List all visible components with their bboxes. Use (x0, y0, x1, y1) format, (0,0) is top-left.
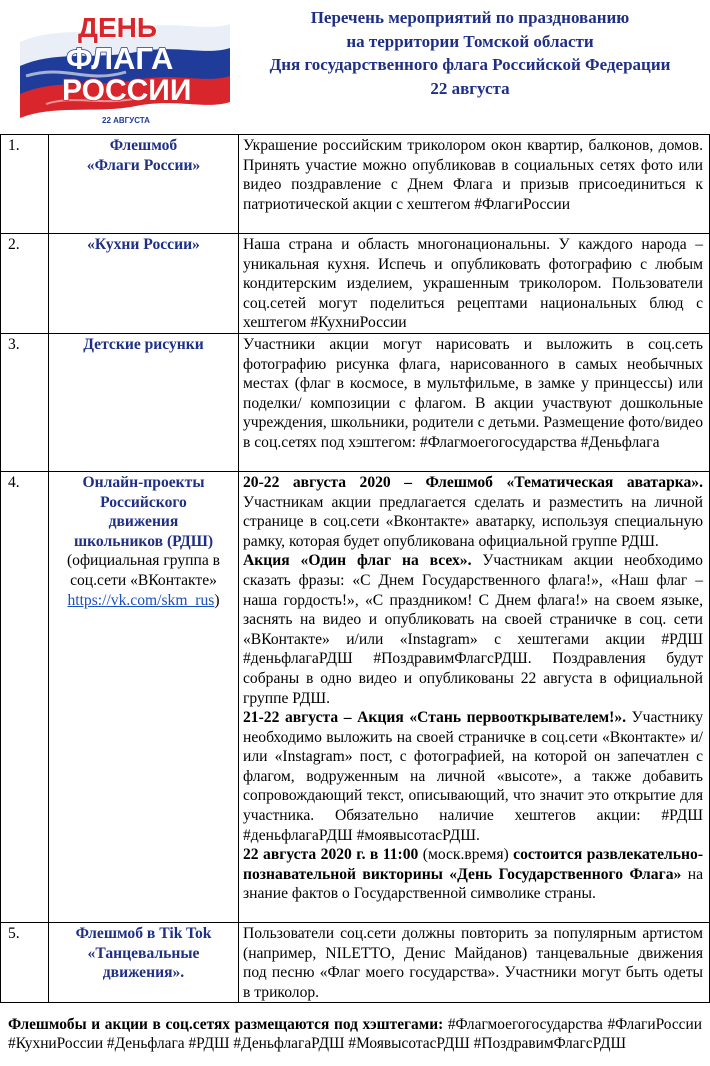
event-title-line: Онлайн-проекты (82, 473, 205, 491)
event-title (49, 922, 239, 1002)
event-title-line: «Кухни России» (87, 236, 200, 253)
table-row (1, 471, 710, 922)
logo-line1: ДЕНЬ (78, 12, 157, 43)
event-description: Украшение российским триколором окон квартир, балконов, домов. Принять участие можно опубликовав в социальных сетях фото или видео поздравление с Днем Флага и призыв присоединиться к патриотической акции с хештегом #ФлагиРоссии (239, 135, 710, 234)
logo-line2: ФЛАГА (66, 41, 174, 76)
closing-paren: ) (214, 591, 220, 609)
event-title (49, 135, 239, 234)
paragraph-heading: состоится развлекательно-познавательной викторины «День Государственного Флага» (243, 846, 704, 883)
event-title-note: (официальная группа в (66, 552, 221, 570)
title-line: Перечень мероприятий по празднованию (310, 8, 630, 27)
row-number: 4. (1, 471, 49, 922)
row-number: 1. (1, 135, 49, 234)
title-line: 22 августа (430, 78, 510, 98)
table-row (1, 135, 710, 234)
table-row (1, 922, 710, 1002)
paragraph-text: на знание фактов о Государственной символике страны. (243, 865, 703, 903)
row-number: 3. (1, 333, 49, 471)
footer-hashtags: #Флагмоегогосударства #ФлагиРоссии #КухниРоссии #Деньфлага #РДШ #ДеньфлагаРДШ #МоявысотасРДШ #ПоздравимФлагсРДШ (8, 1016, 702, 1052)
page-title (240, 6, 700, 100)
logo-date: 22 АВГУСТА (102, 116, 150, 124)
flag-day-logo (16, 6, 234, 124)
event-title (49, 333, 239, 471)
event-paragraph (243, 708, 703, 845)
event-title-line: «Флаги России» (86, 156, 201, 174)
event-paragraph (243, 473, 703, 551)
footer-heading: Флешмобы и акции в соц.сетях размещаются под хэштегами: (8, 1016, 444, 1033)
paragraph-heading: Акция «Один флаг на всех». (243, 552, 472, 570)
table-row (1, 333, 710, 471)
event-title-line: «Танцевальные (87, 944, 200, 962)
event-title-line: Российского (100, 493, 187, 511)
event-title-line: движения (108, 513, 179, 531)
flag-day-logo-graphic (16, 6, 234, 124)
paragraph-text: (моск.время) (418, 846, 514, 864)
event-title-line: Флешмоб в Tik Tok (75, 924, 212, 942)
event-title-line: Детские рисунки (83, 335, 204, 353)
event-paragraph (243, 845, 703, 904)
event-description (239, 471, 710, 922)
page-header (0, 0, 710, 135)
paragraph-heading: 22 августа 2020 г. в 11:00 (243, 846, 419, 864)
event-title-line: школьников (РДШ) (73, 532, 214, 550)
hashtags-footer (8, 1015, 702, 1053)
events-table (0, 134, 710, 1003)
paragraph-text: Участникам акции необходимо сказать фразы: «С Днем Государственного флага!», «Наш флаг – наша гордость!», «С праздником! С Днем флага!» на своем языке, заснять на видео и опубликовать на своей страничке в соц. сети «ВКонтакте» и/или «Instagram» с хештегами акции #РДШ #деньфлагаРДШ #ПоздравимФлагсРДШ. Поздравления будут собраны в одно видео и опубликованы 22 августа в официальной группе РДШ. (243, 552, 703, 707)
paragraph-heading: 20-22 августа 2020 – Флешмоб «Тематическая аватарка». (243, 473, 703, 491)
event-description: Участники акции могут нарисовать и выложить в соц.сеть фотографию рисунка флага, нарисованного в самых необычных местах (флаг в космосе, в мультфильме, в замке у принцессы) или поделки/ композиции с флагом. В акции участвуют дошкольные учреждения, школьники, родители с детьми. Размещение фото/видео в соц.сетях под хэштегом: #Флагмоегогосударства #Деньфлага (239, 333, 710, 471)
event-description: Пользователи соц.сети должны повторить за популярным артистом (например, NILETTO, Денис Майданов) танцевальные движения под песню «Флаг моего государства». Участники могут быть одеты в триколор. (239, 922, 710, 1002)
event-title (49, 471, 239, 922)
row-number: 5. (1, 922, 49, 1002)
paragraph-text: Участнику необходимо выложить на своей страничке в соц.сети «Вконтакте» и/или «Instagram» пост, с фотографией, на которой он запечатлен с флагом, водруженным на личной «высоте», а также добавить сопровождающий текст, описывающий, что значит это открытие для участника. Обязательно наличие хештегов акции: #РДШ #деньфлагаРДШ #моявысотасРДШ. (243, 709, 703, 844)
event-title-line: Флешмоб (109, 137, 178, 154)
table-row (1, 234, 710, 334)
paragraph-heading: 21-22 августа – Акция «Стань первооткрывателем!». (243, 709, 627, 727)
title-line: Дня государственного флага Российской Федерации (269, 55, 671, 74)
event-title-note: соц.сети «ВКонтакте» (70, 571, 217, 589)
event-paragraph (243, 551, 703, 708)
logo-line3: РОССИИ (62, 74, 192, 107)
paragraph-text: Участникам акции предлагается сделать и разместить на личной странице в соц.сети «Вконтакте» аватарку, используя специальную рамку, которая будет опубликована официальной группе РДШ. (243, 493, 703, 550)
event-title-line: движения». (102, 964, 185, 982)
title-line: на территории Томской области (346, 31, 594, 51)
vk-group-link[interactable]: https://vk.com/skm_rus (67, 591, 215, 609)
row-number: 2. (1, 234, 49, 334)
event-title (49, 234, 239, 334)
event-description: Наша страна и область многонациональны. У каждого народа – уникальная кухня. Испечь и опубликовать фотографию с любым кондитерским изделием, украшенным триколором. Пользователи соц.сетей могут поделиться рецептами национальных блюд с хештегом #КухниРоссии (239, 234, 710, 334)
